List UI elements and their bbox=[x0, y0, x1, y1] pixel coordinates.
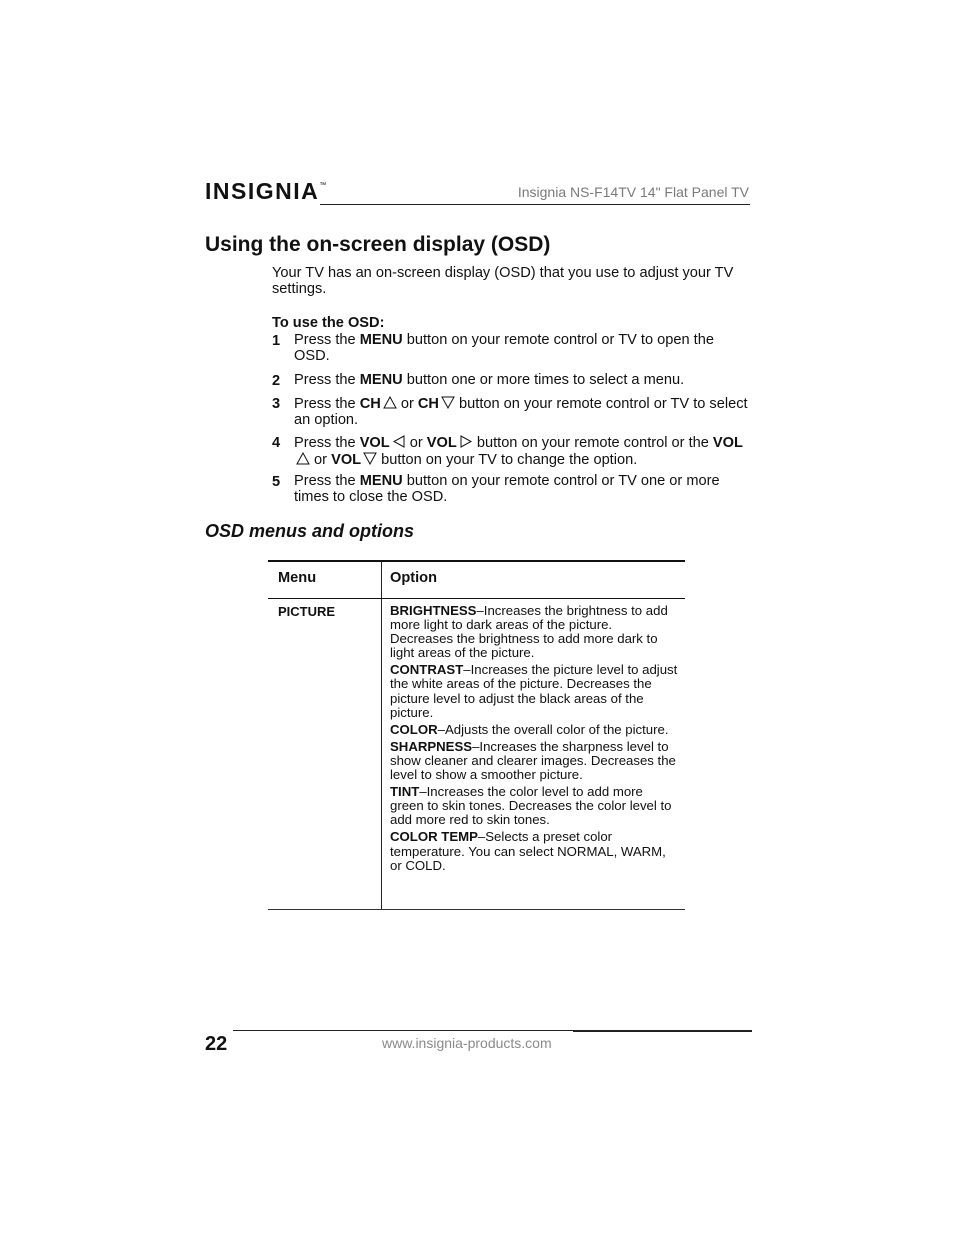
option-item: CONTRAST–Increases the picture level to adjust the white areas of the picture. Decreases the picture level to adjust the black areas of the picture. bbox=[390, 662, 678, 720]
section-title: Using the on-screen display (OSD) bbox=[205, 233, 551, 256]
step-number: 4 bbox=[272, 435, 281, 451]
table-top-rule bbox=[268, 560, 685, 562]
step-text: Press the MENU button one or more times to select a menu. bbox=[294, 372, 685, 388]
footer-rule-thick bbox=[573, 1030, 752, 1032]
procedure-heading: To use the OSD: bbox=[272, 315, 385, 331]
trademark-mark: ™ bbox=[319, 182, 327, 189]
option-item: COLOR TEMP–Selects a preset color temperature. You can select NORMAL, WARM, or COLD. bbox=[390, 829, 666, 873]
triangle-left-icon bbox=[392, 435, 406, 448]
step-number: 1 bbox=[272, 333, 281, 349]
column-header-option: Option bbox=[390, 570, 438, 586]
table-bottom-rule bbox=[268, 909, 685, 910]
step-number: 2 bbox=[272, 373, 281, 389]
step-text: Press the MENU button on your remote control or TV to open the OSD. bbox=[294, 332, 714, 364]
step-number: 5 bbox=[272, 474, 281, 490]
table-header-rule bbox=[268, 598, 685, 599]
triangle-up-icon bbox=[383, 396, 397, 409]
table-column-divider bbox=[381, 561, 382, 910]
step-text: Press the MENU button on your remote control or TV one or more times to close the OSD. bbox=[294, 473, 720, 505]
triangle-up-icon bbox=[296, 452, 310, 465]
option-item: COLOR–Adjusts the overall color of the picture. bbox=[390, 721, 669, 737]
triangle-down-icon bbox=[441, 396, 455, 409]
table-cell-options bbox=[390, 604, 678, 876]
document-header-title: Insignia NS-F14TV 14" Flat Panel TV bbox=[517, 184, 749, 200]
option-item: SHARPNESS–Increases the sharpness level to show cleaner and clearer images. Decreases the level to show a smoother picture. bbox=[390, 738, 676, 783]
subsection-title: OSD menus and options bbox=[205, 521, 415, 541]
footer-rule bbox=[233, 1030, 573, 1031]
intro-paragraph: Your TV has an on-screen display (OSD) that you use to adjust your TV settings. bbox=[272, 265, 734, 297]
table-cell-menu: PICTURE bbox=[278, 604, 336, 619]
brand-logo bbox=[205, 180, 326, 203]
option-item: TINT–Increases the color level to add more green to skin tones. Decreases the color level to add more red to skin tones. bbox=[390, 784, 672, 828]
step-text: Press the VOL or VOL button on your remote control or the VOL or VOL button on your TV to change the option. bbox=[294, 435, 743, 468]
option-item: BRIGHTNESS–Increases the brightness to add more light to dark areas of the picture. Decreases the brightness to add more dark to light areas of the picture. bbox=[390, 603, 668, 661]
triangle-down-icon bbox=[363, 452, 377, 465]
brand-name: INSIGNIA bbox=[205, 178, 320, 204]
osd-options-table bbox=[268, 560, 685, 911]
triangle-right-icon bbox=[459, 435, 473, 448]
page-number: 22 bbox=[205, 1033, 228, 1055]
step-text: Press the CH or CH button on your remote control or TV to select an option. bbox=[294, 396, 748, 428]
step-number: 3 bbox=[272, 396, 281, 412]
header-rule bbox=[320, 204, 750, 205]
column-header-menu: Menu bbox=[278, 570, 317, 586]
footer-url: www.insignia-products.com bbox=[382, 1035, 552, 1051]
